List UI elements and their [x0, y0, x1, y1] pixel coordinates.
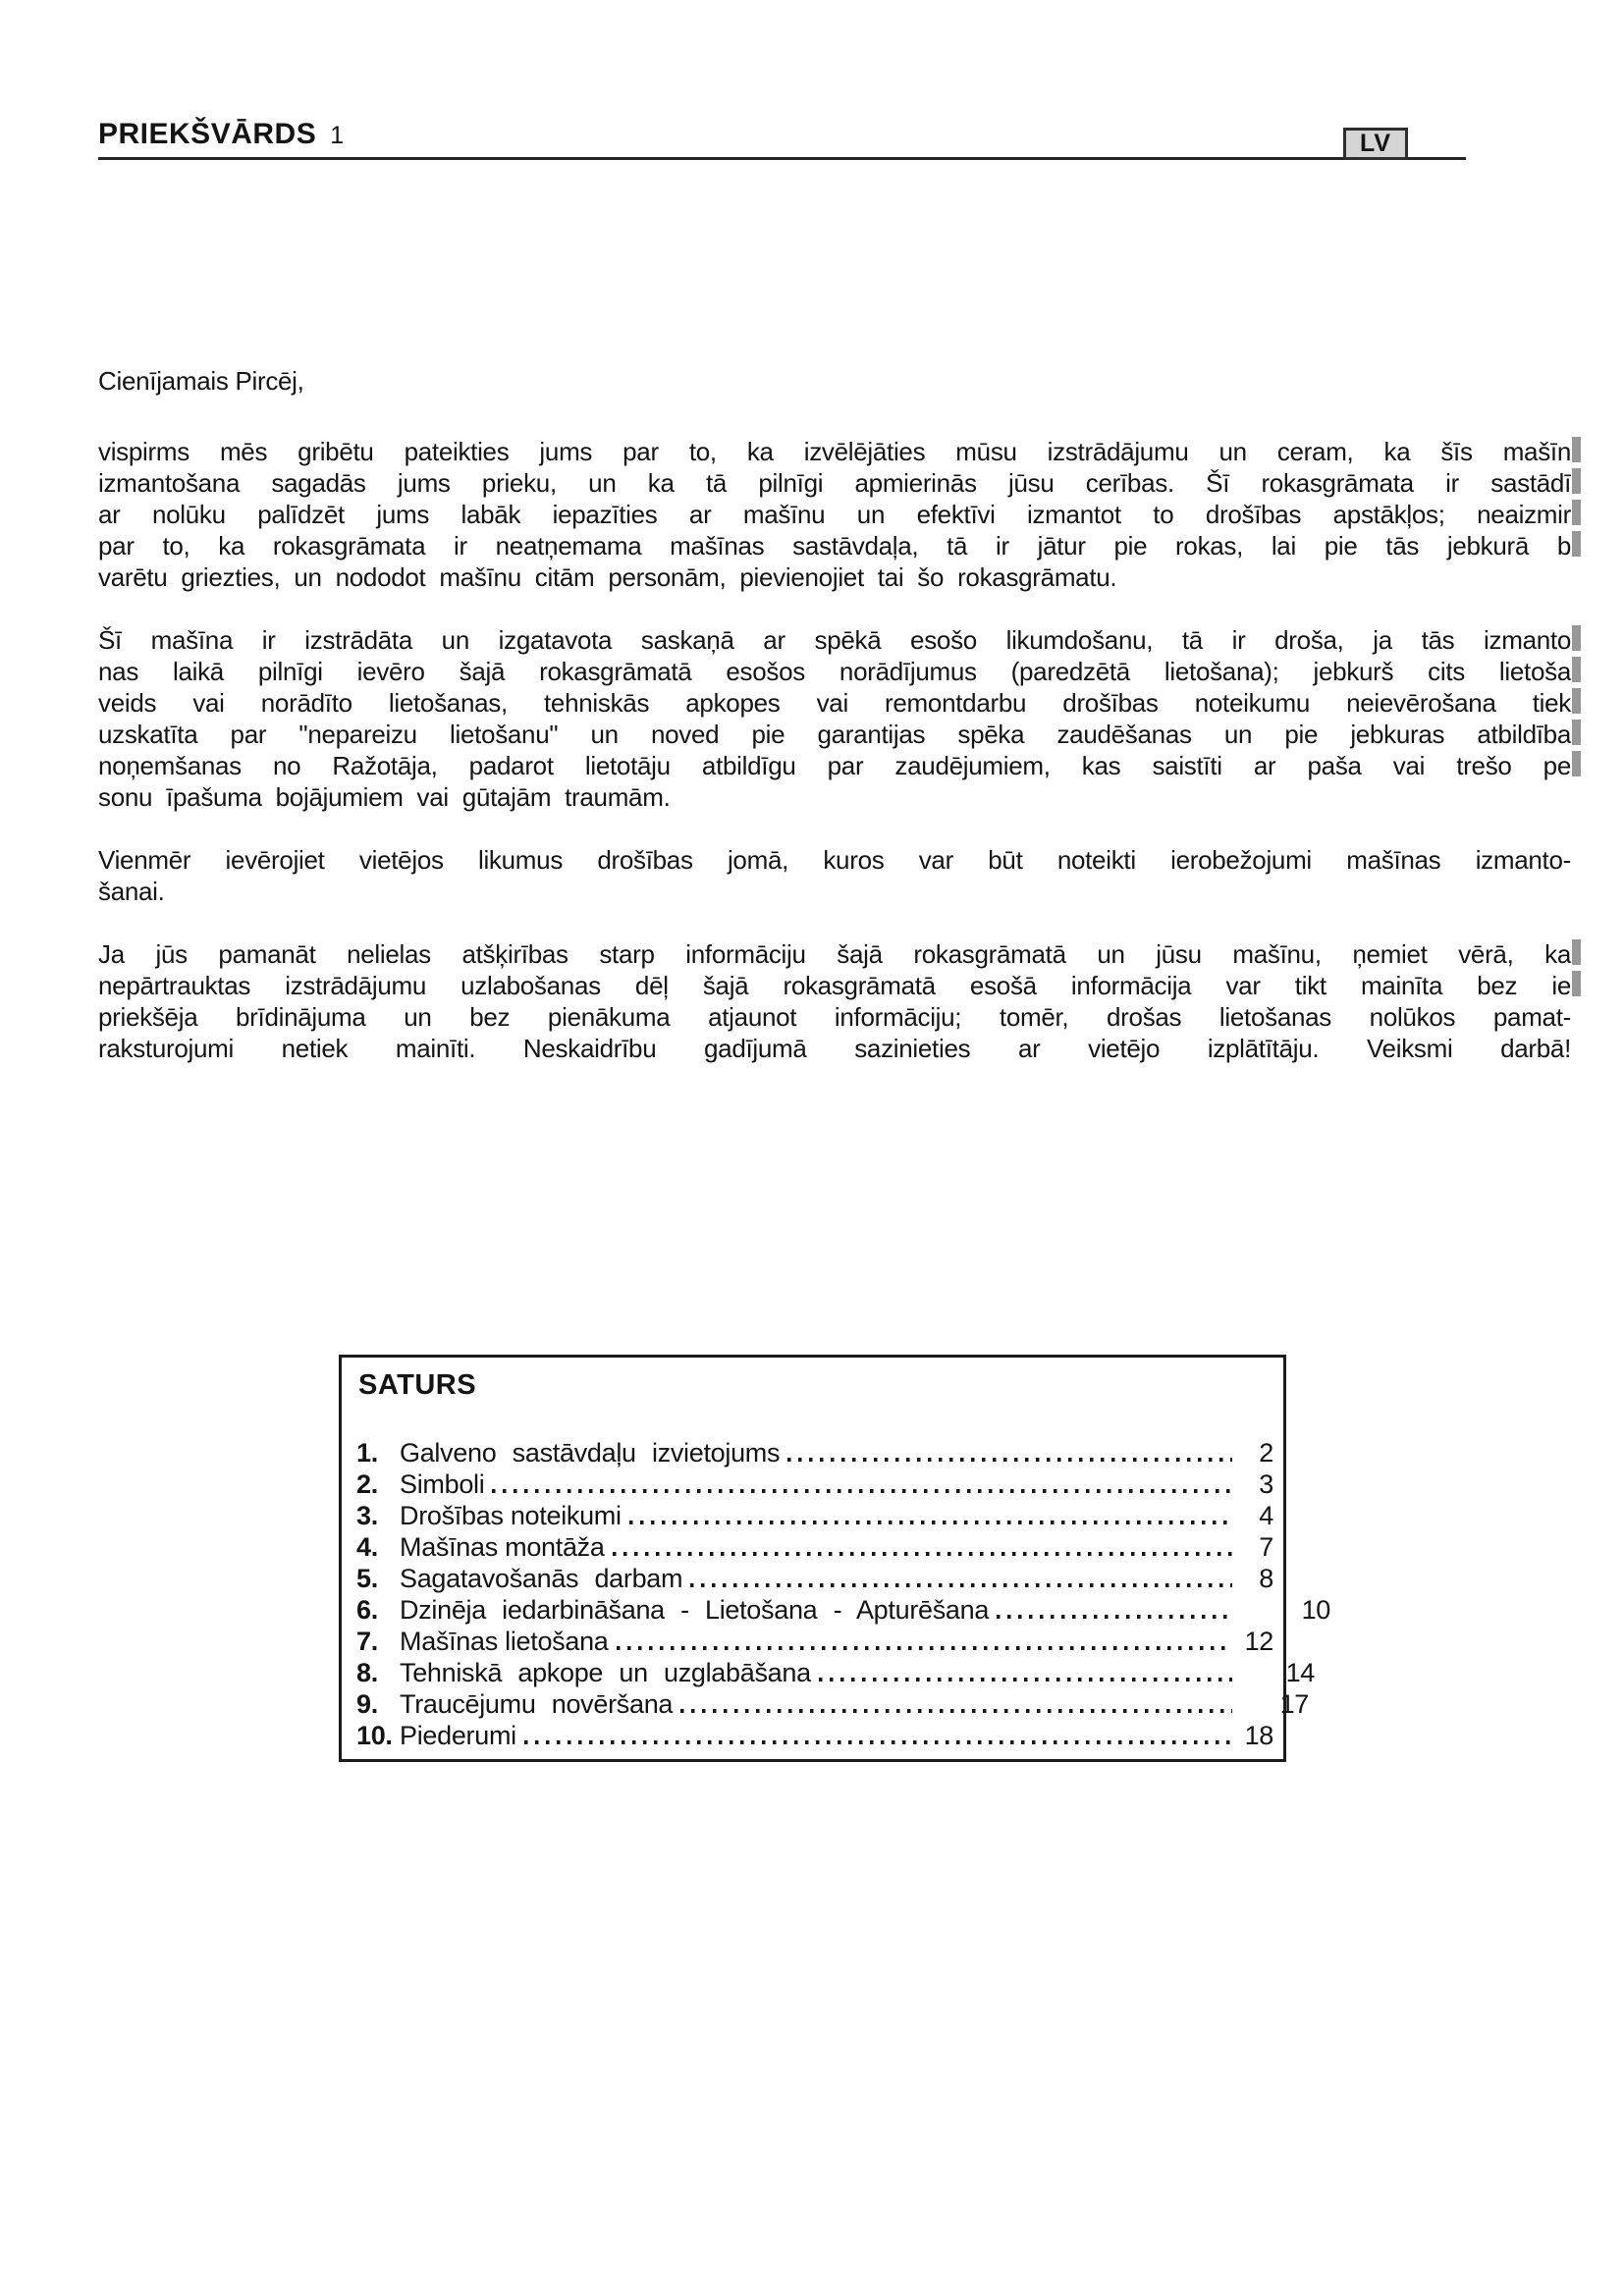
table-of-contents-box — [339, 1355, 1330, 1762]
toc-item-label: Sagatavošanās darbam — [400, 1564, 683, 1593]
toc-item-label: Mašīnas montāža — [400, 1532, 605, 1562]
paragraph-line: veids vai norādīto lietošanas, tehniskās apkopes vai remontdarbu drošības noteikumu neievērošana tiek — [98, 688, 1571, 718]
paragraph-line: izmantošana sagadās jums prieku, un ka tā pilnīgi apmierinās jūsu cerības. Šī rokasgrāmata ir sastādī — [98, 468, 1571, 498]
paragraph-line: par to, ka rokasgrāmata ir neatņemama mašīnas sastāvdaļa, tā ir jātur pie rokas, lai pie tās jebkurā b — [98, 531, 1571, 561]
toc-row — [356, 1437, 1273, 1468]
scan-edge-artifact — [1572, 625, 1581, 782]
toc-dotted-leader — [524, 1740, 1232, 1744]
paragraph-line: ar nolūku palīdzēt jums labāk iepazīties ar mašīnu un efektīvi izmantot to drošības apstākļos; neaizmir — [98, 500, 1571, 529]
toc-dotted-leader — [787, 1458, 1232, 1462]
paragraph-line: Vienmēr ievērojiet vietējos likumus drošības jomā, kuros var būt noteikti ierobežojumi mašīnas izmanto- — [98, 845, 1571, 875]
toc-item-number: 6. — [356, 1595, 378, 1625]
paragraph-line: uzskatīta par "nepareizu lietošanu" un noved pie garantijas spēka zaudēšanas un pie jebkuras atbildība — [98, 720, 1571, 749]
paragraph — [98, 844, 1571, 907]
toc-row — [356, 1720, 1273, 1751]
paragraph-line: sonu īpašuma bojājumiem vai gūtajām traumām. — [98, 782, 671, 812]
toc-dotted-leader — [819, 1678, 1232, 1682]
page-title-text: PRIEKŠVĀRDS — [98, 118, 317, 150]
body-text — [98, 365, 1571, 1095]
toc-dotted-leader — [617, 1646, 1232, 1650]
toc-item-number: 8. — [356, 1658, 378, 1687]
toc-item-number: 10. — [356, 1721, 393, 1750]
toc-row — [356, 1563, 1273, 1594]
paragraph-line: priekšēja brīdinājuma un bez pienākuma atjaunot informāciju; tomēr, drošas lietošanas nolūkos pamat- — [98, 1002, 1571, 1032]
paragraph-line: raksturojumi netiek mainīti. Neskaidrību gadījumā sazinieties ar vietējo izplātītāju. Veiksmi darbā! — [98, 1034, 1571, 1063]
paragraph-line: šanai. — [98, 877, 165, 906]
toc-item-number: 7. — [356, 1627, 378, 1656]
paragraph-line: varētu griezties, un nododot mašīnu citām personām, pievienojiet tai šo rokasgrāmatu. — [98, 562, 1117, 592]
toc-item-label: Galveno sastāvdaļu izvietojums — [400, 1438, 781, 1468]
header-divider — [98, 157, 1466, 160]
toc-item-label: Traucējumu novēršana — [400, 1689, 674, 1719]
paragraph-line: Šī mašīna ir izstrādāta un izgatavota saskaņā ar spēkā esošo likumdošanu, tā ir droša, ja tās izmanto — [98, 625, 1571, 655]
toc-item-page: 3 — [1259, 1469, 1273, 1499]
toc-dotted-leader — [613, 1552, 1232, 1556]
toc-title: SATURS — [358, 1369, 477, 1401]
toc-item-page: 7 — [1259, 1532, 1273, 1562]
toc-item-number: 2. — [356, 1469, 378, 1499]
paragraph-line: nepārtrauktas izstrādājumu uzlabošanas dēļ šajā rokasgrāmatā esošā informācija var tikt mainīta bez ie — [98, 971, 1571, 1000]
toc-item-page: 17 — [1279, 1689, 1309, 1719]
toc-dotted-leader — [680, 1709, 1232, 1713]
toc-item-label: Dzinēja iedarbināšana - Lietošana - Apturēšana — [400, 1595, 990, 1625]
toc-item-label: Mašīnas lietošana — [400, 1627, 609, 1656]
paragraph-line: Ja jūs pamanāt nelielas atšķirības starp informāciju šajā rokasgrāmatā un jūsu mašīnu, ņemiet vērā, ka — [98, 939, 1571, 969]
toc-item-label: Piederumi — [400, 1721, 516, 1750]
paragraph — [98, 624, 1571, 813]
toc-row — [356, 1657, 1315, 1688]
toc-item-number: 3. — [356, 1501, 378, 1530]
scan-edge-artifact — [1572, 437, 1581, 562]
paragraph-line: noņemšanas no Ražotāja, padarot lietotāju atbildīgu par zaudējumiem, kas saistīti ar paša vai trešo pe — [98, 751, 1571, 780]
toc-row — [356, 1594, 1330, 1626]
toc-item-page: 4 — [1259, 1501, 1273, 1530]
toc-dotted-leader — [690, 1583, 1232, 1587]
toc-item-label: Tehniskā apkope un uzglabāšana — [400, 1658, 811, 1687]
body-paragraphs — [98, 436, 1571, 1064]
toc-row — [356, 1468, 1273, 1500]
toc-row — [356, 1500, 1273, 1531]
toc-item-number: 1. — [356, 1438, 378, 1468]
toc-item-page: 2 — [1259, 1438, 1273, 1468]
toc-item-page: 8 — [1259, 1564, 1273, 1593]
toc-item-number: 9. — [356, 1689, 378, 1719]
toc-row — [356, 1688, 1309, 1720]
paragraph-line: nas laikā pilnīgi ievēro šajā rokasgrāmatā esošos norādījumus (paredzētā lietošana); jebkurš cits lietoša — [98, 657, 1571, 686]
toc-item-page: 14 — [1285, 1658, 1315, 1687]
toc-item-label: Drošības noteikumi — [400, 1501, 622, 1530]
toc-item-number: 4. — [356, 1532, 378, 1562]
toc-dotted-leader — [492, 1489, 1232, 1493]
page-number: 1 — [330, 122, 345, 149]
language-badge-label: LV — [1359, 130, 1392, 157]
paragraph — [98, 436, 1571, 593]
page-title — [98, 118, 345, 151]
toc-row — [356, 1626, 1273, 1657]
toc-dotted-leader — [997, 1615, 1232, 1619]
toc-item-number: 5. — [356, 1564, 378, 1593]
toc-item-label: Simboli — [400, 1469, 485, 1499]
language-badge — [1343, 128, 1408, 160]
scan-edge-artifact — [1572, 939, 1581, 998]
toc-item-page: 12 — [1244, 1627, 1273, 1656]
toc-row — [356, 1531, 1273, 1563]
toc-items — [356, 1437, 1330, 1751]
toc-dotted-leader — [629, 1521, 1232, 1524]
toc-item-page: 10 — [1301, 1595, 1330, 1625]
salutation: Cienījamais Pircēj, — [98, 366, 304, 396]
toc-item-page: 18 — [1244, 1721, 1273, 1750]
paragraph — [98, 938, 1571, 1064]
paragraph-line: vispirms mēs gribētu pateikties jums par to, ka izvēlējāties mūsu izstrādājumu un ceram, ka šīs mašīn — [98, 437, 1571, 466]
